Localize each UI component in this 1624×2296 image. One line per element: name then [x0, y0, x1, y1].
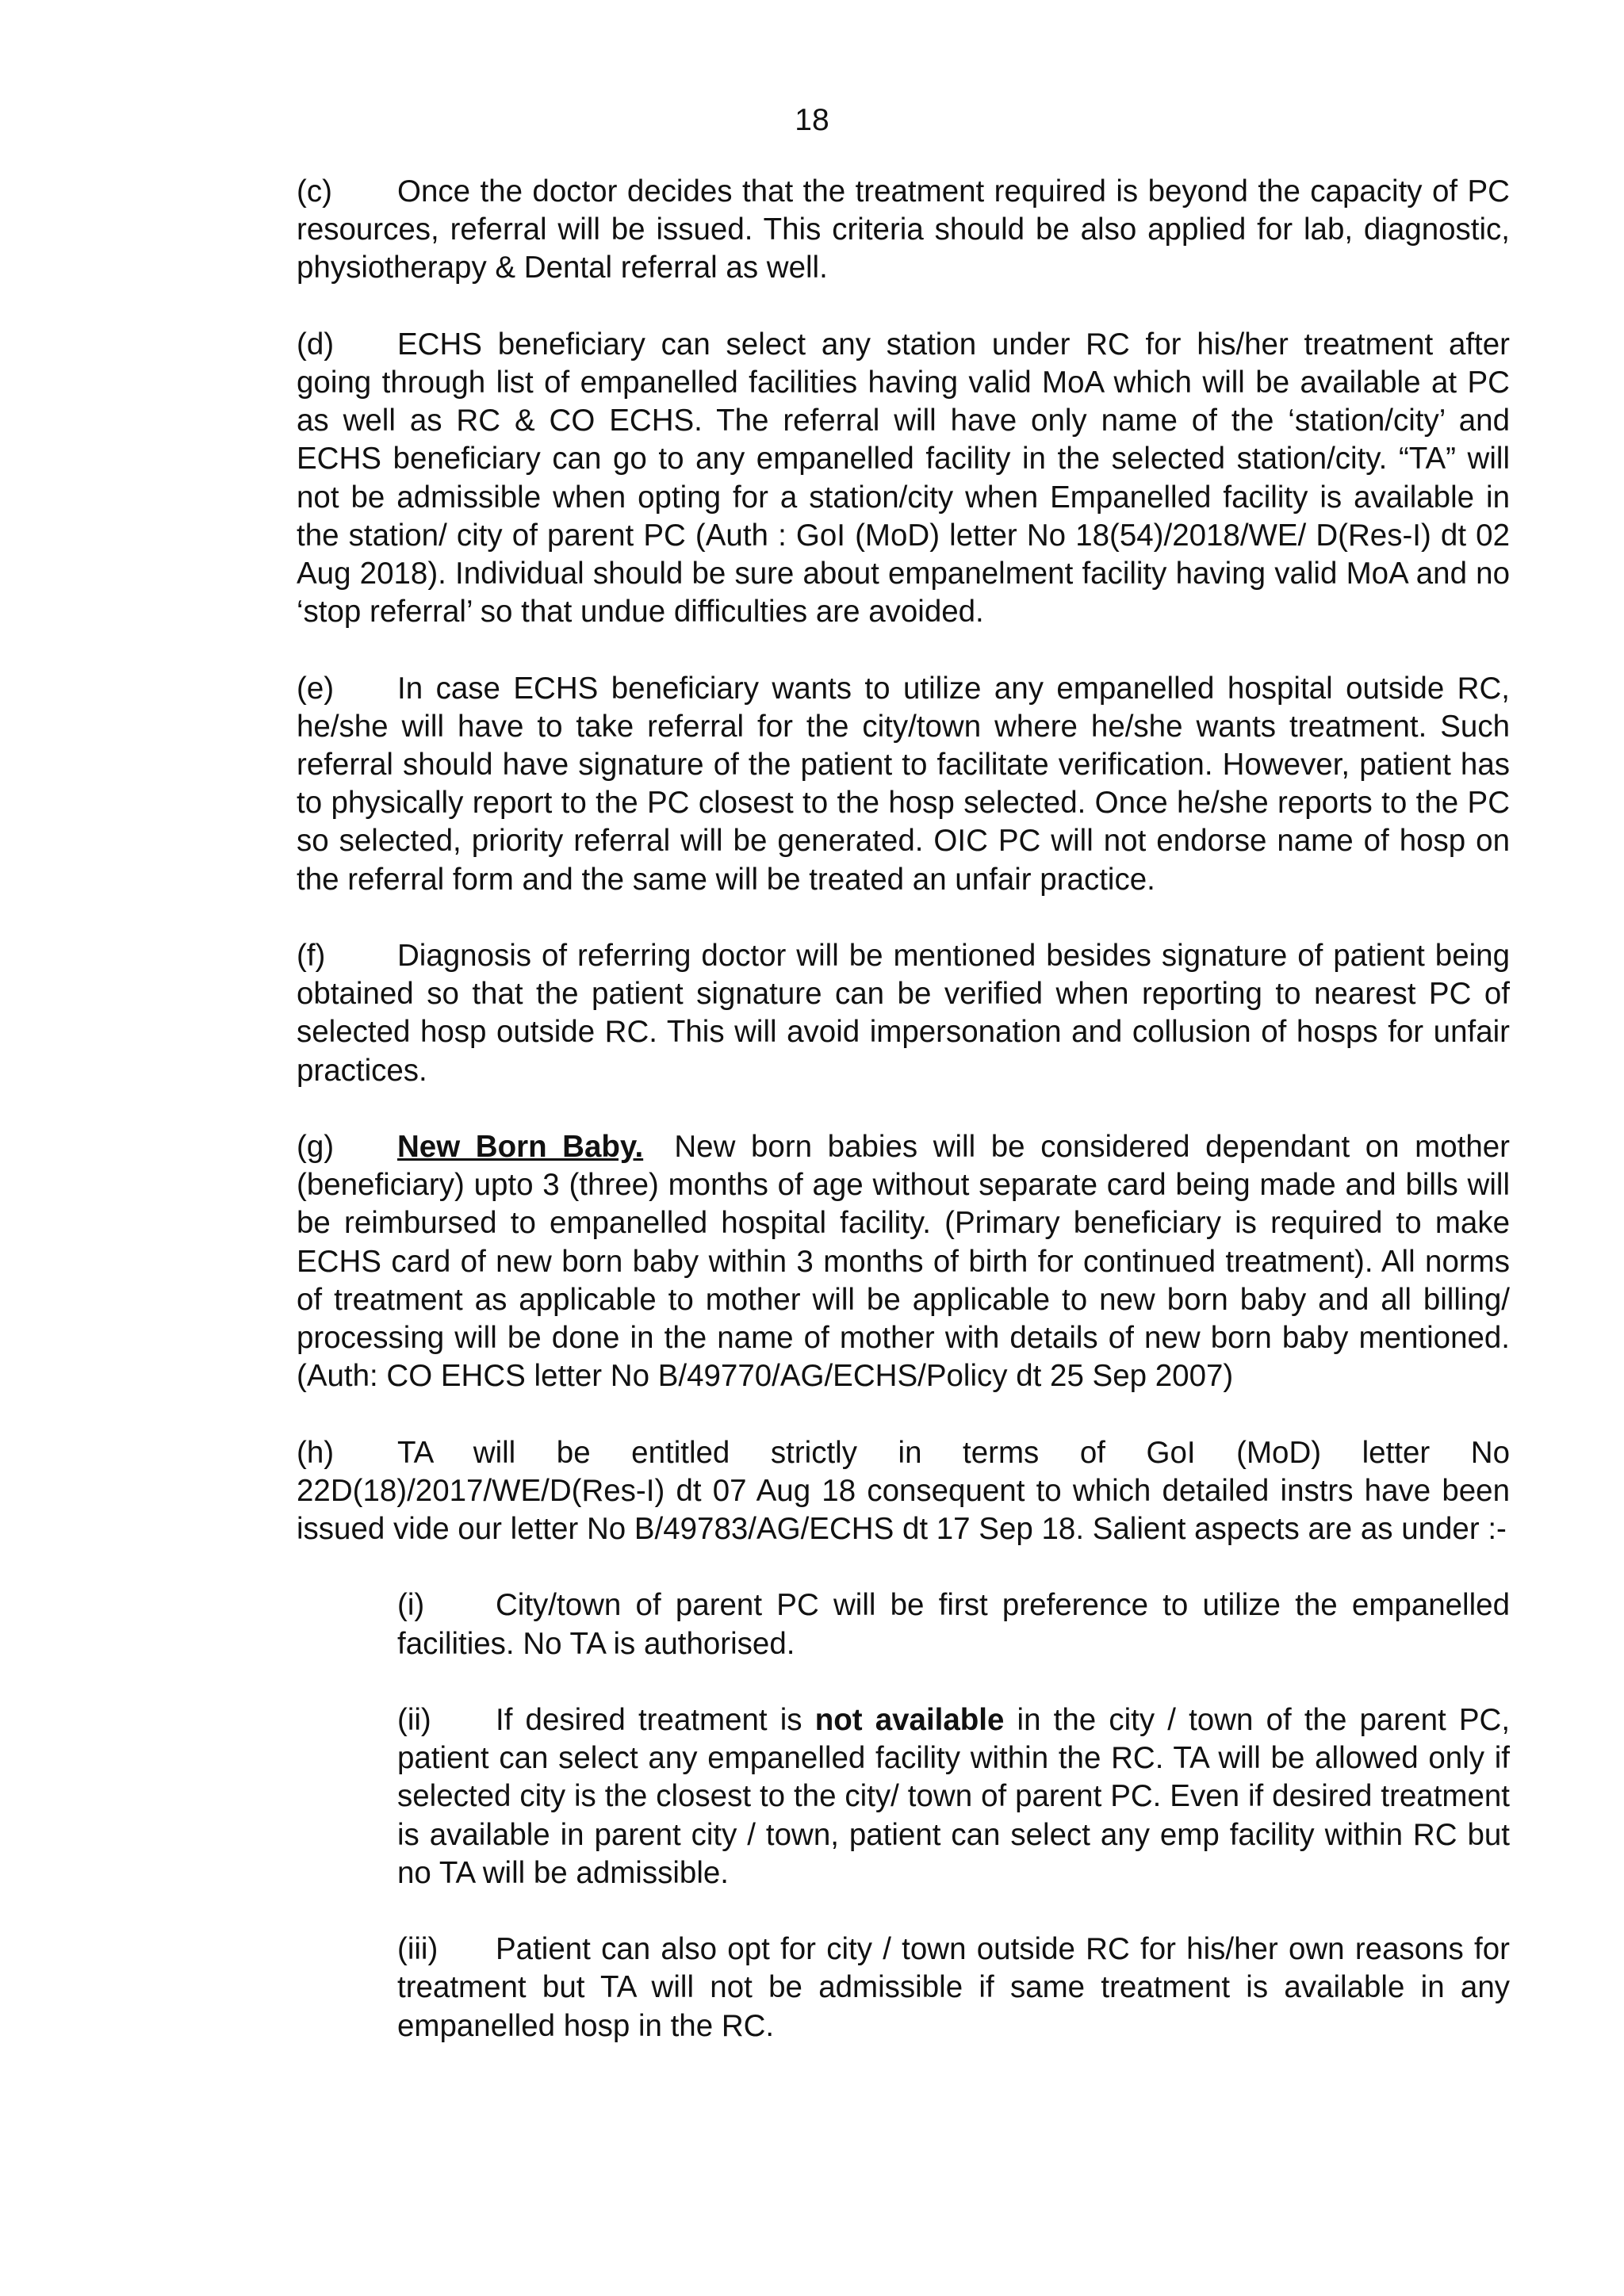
sub-paragraph-text-before: If desired treatment is [496, 1703, 815, 1738]
sub-paragraph-text-after: in the city / town of the parent PC, patient can select any empanelled facility within the RC. TA will be allowed only if selected city is the closest to the city/ town of parent PC. Even if desired treatment is available in parent city / town, patient can select any emp facility within RC but no TA will be admissible. [397, 1703, 1511, 1890]
sub-paragraph-text: Patient can also opt for city / town outside RC for his/her own reasons for treatment but TA will not be admissible if same treatment is available in any empanelled hosp in the RC. [397, 1932, 1510, 2043]
paragraph-g [297, 1128, 1510, 1395]
paragraph-text: Once the doctor decides that the treatment required is beyond the capacity of PC resources, referral will be issued. This criteria should be also applied for lab, diagnostic, physiotherapy & Dental referral as well. [297, 174, 1510, 285]
sub-paragraph-label: (ii) [397, 1703, 431, 1738]
sub-paragraph-text: City/town of parent PC will be first preference to utilize the empanelled facilities. No TA is authorised. [397, 1588, 1510, 1661]
paragraph-label: (h) [297, 1435, 335, 1470]
sub-paragraph-i [397, 1586, 1510, 1663]
paragraph-label: (f) [297, 939, 326, 974]
paragraph-text: Diagnosis of referring doctor will be mentioned besides signature of patient being obtained so that the patient signature can be verified when reporting to nearest PC of selected hosp outside RC. This will avoid impersonation and collusion of hosps for unfair practices. [297, 939, 1510, 1088]
paragraph-text: In case ECHS beneficiary wants to utilize any empanelled hospital outside RC, he/she will have to take referral for the city/town where he/she wants treatment. Such referral should have signature of the patient to facilitate verification. However, patient has to physically report to the PC closest to the hosp selected. Once he/she reports to the PC so selected, priority referral will be generated. OIC PC will not endorse name of hosp on the referral form and the same will be treated an unfair practice. [297, 671, 1510, 897]
sub-paragraph-iii [397, 1931, 1510, 2045]
paragraph-e [297, 670, 1510, 899]
section-heading: New Born Baby. [397, 1130, 644, 1165]
paragraph-d [297, 326, 1510, 632]
paragraph-h [297, 1434, 1510, 1549]
paragraph-text: ECHS beneficiary can select any station under RC for his/her treatment after going through list of empanelled facilities having valid MoA which will be available at PC as well as RC & CO ECHS. The referral will have only name of the ‘station/city’ and ECHS beneficiary can go to any empanelled facility in the selected station/city. “TA” will not be admissible when opting for a station/city when Empanelled facility is available in the station/ city of parent PC (Auth : GoI (MoD) letter No 18(54)/2018/WE/ D(Res-I) dt 02 Aug 2018). Individual should be sure about empanelment facility having valid MoA and no ‘stop referral’ so that undue difficulties are avoided. [297, 327, 1510, 629]
paragraph-text: New born babies will be considered dependant on mother (beneficiary) upto 3 (three) months of age without separate card being made and bills will be reimbursed to empanelled hospital facility. (Primary beneficiary is required to make ECHS card of new born baby within 3 months of birth for continued treatment). All norms of treatment as applicable to mother will be applicable to new born baby and all billing/ processing will be done in the name of mother with details of new born baby mentioned. (Auth: CO EHCS letter No B/49770/AG/ECHS/Policy dt 25 Sep 2007) [297, 1130, 1510, 1394]
document-body [297, 173, 1510, 2084]
paragraph-c [297, 173, 1510, 288]
paragraph-f [297, 937, 1510, 1090]
sub-paragraph-label: (iii) [397, 1932, 439, 1967]
paragraph-label: (d) [297, 327, 335, 362]
page-number: 18 [795, 103, 829, 137]
paragraph-label: (g) [297, 1130, 335, 1165]
sub-paragraph-label: (i) [397, 1588, 425, 1623]
paragraph-text: TA will be entitled strictly in terms of GoI (MoD) letter No 22D(18)/2017/WE/D(Res-I) dt 07 Aug 18 consequent to which detailed instrs have been issued vide our letter No B/49783/AG/ECHS dt 17 Sep 18. Salient aspects are as under :- [297, 1435, 1510, 1547]
paragraph-label: (c) [297, 174, 332, 209]
bold-emphasis: not available [814, 1703, 1005, 1738]
sub-paragraph-ii [397, 1701, 1510, 1892]
paragraph-label: (e) [297, 671, 335, 706]
